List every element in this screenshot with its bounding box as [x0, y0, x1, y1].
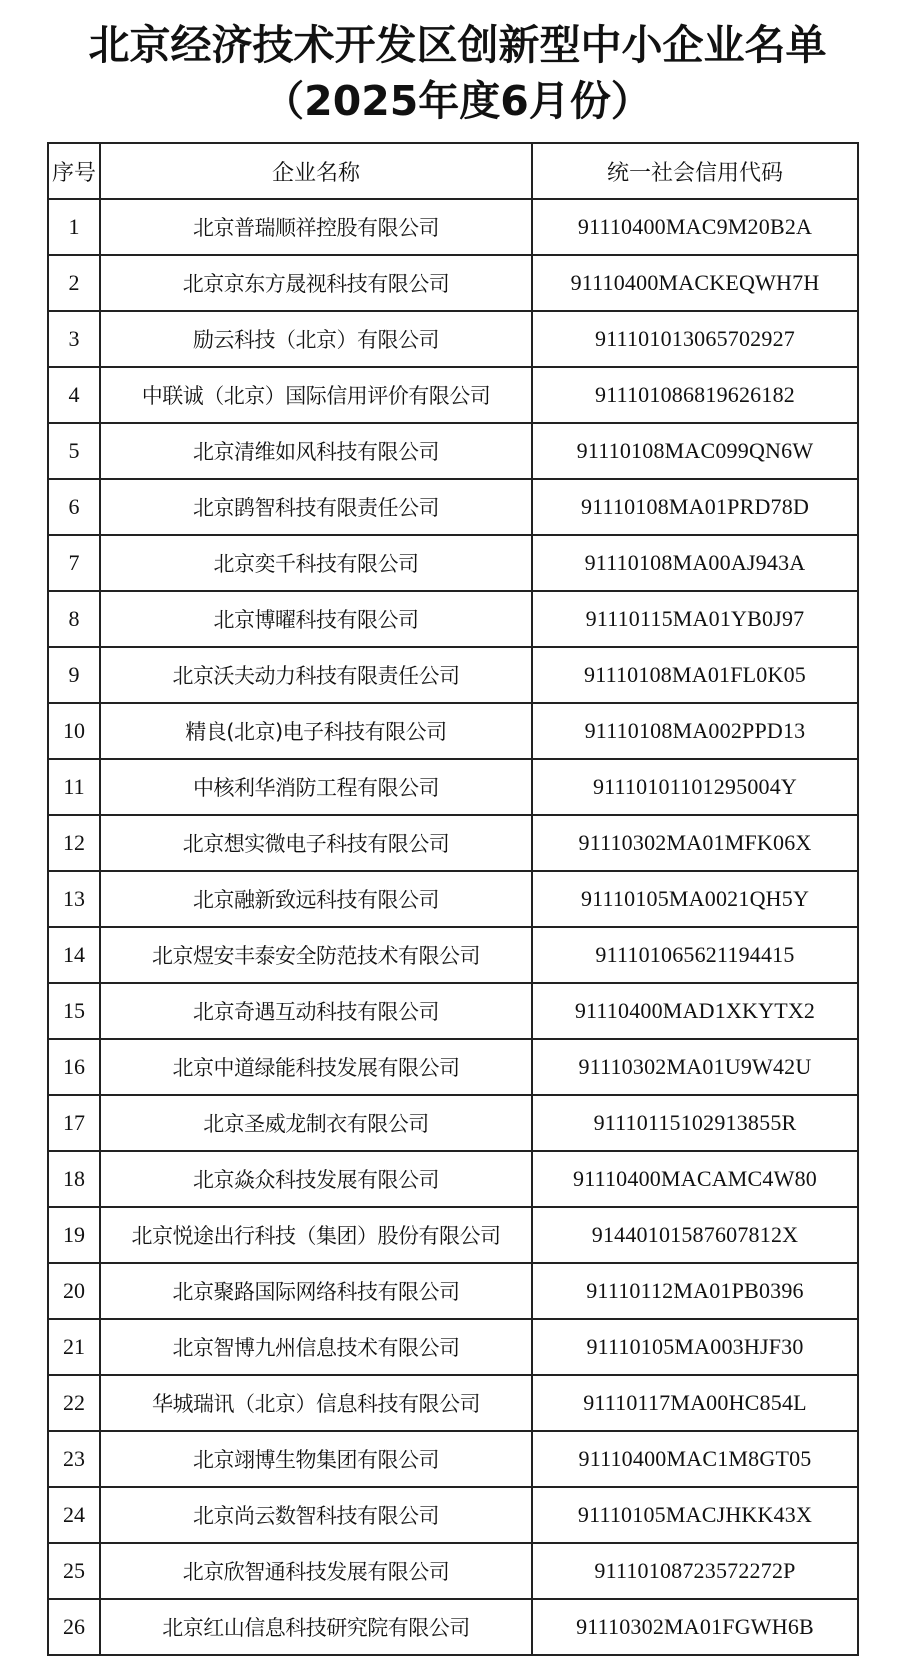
credit-code-cell: 91110302MA01U9W42U	[532, 1039, 858, 1095]
company-name-cell: 北京圣威龙制衣有限公司	[100, 1095, 532, 1151]
credit-code-cell: 91110108MA01PRD78D	[532, 479, 858, 535]
table-row	[48, 535, 858, 591]
credit-code-cell: 91110105MA0021QH5Y	[532, 871, 858, 927]
table-row	[48, 1599, 858, 1655]
credit-code-cell: 91110115102913855R	[532, 1095, 858, 1151]
credit-code-cell: 91110108MA002PPD13	[532, 703, 858, 759]
company-name-cell: 北京想实微电子科技有限公司	[100, 815, 532, 871]
serial-no-cell: 14	[48, 927, 100, 983]
company-name-cell: 北京焱众科技发展有限公司	[100, 1151, 532, 1207]
serial-no-cell: 9	[48, 647, 100, 703]
table-row	[48, 367, 858, 423]
credit-code-cell: 91110108723572272P	[532, 1543, 858, 1599]
header-credit-code: 统一社会信用代码	[532, 143, 858, 199]
document-title: 北京经济技术开发区创新型中小企业名单	[88, 21, 827, 69]
company-name-cell: 北京京东方晟视科技有限公司	[100, 255, 532, 311]
company-name-cell: 北京悦途出行科技（集团）股份有限公司	[100, 1207, 532, 1263]
serial-no-cell: 2	[48, 255, 100, 311]
serial-no-cell: 22	[48, 1375, 100, 1431]
serial-no-cell: 25	[48, 1543, 100, 1599]
company-name-cell: 北京博曜科技有限公司	[100, 591, 532, 647]
credit-code-cell: 91110302MA01FGWH6B	[532, 1599, 858, 1655]
company-name-cell: 北京沃夫动力科技有限责任公司	[100, 647, 532, 703]
table-row	[48, 591, 858, 647]
company-name-cell: 北京奕千科技有限公司	[100, 535, 532, 591]
serial-no-cell: 5	[48, 423, 100, 479]
table-row	[48, 1319, 858, 1375]
company-name-cell: 华城瑞讯（北京）信息科技有限公司	[100, 1375, 532, 1431]
table-row	[48, 1263, 858, 1319]
serial-no-cell: 13	[48, 871, 100, 927]
company-name-cell: 北京清维如风科技有限公司	[100, 423, 532, 479]
company-name-cell: 北京尚云数智科技有限公司	[100, 1487, 532, 1543]
company-name-cell: 北京翊博生物集团有限公司	[100, 1431, 532, 1487]
company-name-cell: 北京鹍智科技有限责任公司	[100, 479, 532, 535]
header-company-name: 企业名称	[100, 143, 532, 199]
table-row	[48, 1375, 858, 1431]
company-name-cell: 北京奇遇互动科技有限公司	[100, 983, 532, 1039]
serial-no-cell: 11	[48, 759, 100, 815]
serial-no-cell: 10	[48, 703, 100, 759]
credit-code-cell: 91110302MA01MFK06X	[532, 815, 858, 871]
company-name-cell: 精良(北京)电子科技有限公司	[100, 703, 532, 759]
table-row	[48, 927, 858, 983]
table-body	[48, 199, 858, 1655]
serial-no-cell: 19	[48, 1207, 100, 1263]
table-row	[48, 815, 858, 871]
credit-code-cell: 91110108MA01FL0K05	[532, 647, 858, 703]
company-name-cell: 中联诚（北京）国际信用评价有限公司	[100, 367, 532, 423]
table-row	[48, 479, 858, 535]
serial-no-cell: 8	[48, 591, 100, 647]
credit-code-cell: 91110105MACJHKK43X	[532, 1487, 858, 1543]
credit-code-cell: 91110101101295004Y	[532, 759, 858, 815]
serial-no-cell: 16	[48, 1039, 100, 1095]
serial-no-cell: 7	[48, 535, 100, 591]
credit-code-cell: 91110400MAC1M8GT05	[532, 1431, 858, 1487]
serial-no-cell: 4	[48, 367, 100, 423]
serial-no-cell: 18	[48, 1151, 100, 1207]
table-row	[48, 255, 858, 311]
company-name-cell: 北京煜安丰泰安全防范技术有限公司	[100, 927, 532, 983]
serial-no-cell: 3	[48, 311, 100, 367]
credit-code-cell: 91110400MACKEQWH7H	[532, 255, 858, 311]
table-row	[48, 759, 858, 815]
table-row	[48, 311, 858, 367]
company-name-cell: 北京红山信息科技研究院有限公司	[100, 1599, 532, 1655]
credit-code-cell: 91110105MA003HJF30	[532, 1319, 858, 1375]
credit-code-cell: 91110112MA01PB0396	[532, 1263, 858, 1319]
company-table	[47, 142, 859, 1656]
credit-code-cell: 91110108MA00AJ943A	[532, 535, 858, 591]
serial-no-cell: 26	[48, 1599, 100, 1655]
serial-no-cell: 20	[48, 1263, 100, 1319]
credit-code-cell: 91110115MA01YB0J97	[532, 591, 858, 647]
table-row	[48, 1151, 858, 1207]
company-name-cell: 北京中道绿能科技发展有限公司	[100, 1039, 532, 1095]
table-header-row	[48, 143, 858, 199]
table-row	[48, 1543, 858, 1599]
company-name-cell: 北京普瑞顺祥控股有限公司	[100, 199, 532, 255]
table-row	[48, 983, 858, 1039]
credit-code-cell: 91110400MAC9M20B2A	[532, 199, 858, 255]
table-row	[48, 1207, 858, 1263]
credit-code-cell: 91440101587607812X	[532, 1207, 858, 1263]
serial-no-cell: 1	[48, 199, 100, 255]
serial-no-cell: 12	[48, 815, 100, 871]
company-name-cell: 北京聚路国际网络科技有限公司	[100, 1263, 532, 1319]
table-row	[48, 647, 858, 703]
credit-code-cell: 91110400MAD1XKYTX2	[532, 983, 858, 1039]
credit-code-cell: 911101013065702927	[532, 311, 858, 367]
table-row	[48, 703, 858, 759]
serial-no-cell: 21	[48, 1319, 100, 1375]
table-row	[48, 1095, 858, 1151]
table-row	[48, 1431, 858, 1487]
document-subtitle: （2025年度6月份）	[263, 77, 652, 125]
company-name-cell: 励云科技（北京）有限公司	[100, 311, 532, 367]
company-name-cell: 北京欣智通科技发展有限公司	[100, 1543, 532, 1599]
table-row	[48, 1487, 858, 1543]
credit-code-cell: 911101086819626182	[532, 367, 858, 423]
company-name-cell: 北京智博九州信息技术有限公司	[100, 1319, 532, 1375]
table-row	[48, 423, 858, 479]
table-row	[48, 1039, 858, 1095]
table-row	[48, 199, 858, 255]
company-name-cell: 中核利华消防工程有限公司	[100, 759, 532, 815]
serial-no-cell: 15	[48, 983, 100, 1039]
company-name-cell: 北京融新致远科技有限公司	[100, 871, 532, 927]
header-serial-no: 序号	[48, 143, 100, 199]
serial-no-cell: 24	[48, 1487, 100, 1543]
serial-no-cell: 17	[48, 1095, 100, 1151]
credit-code-cell: 91110400MACAMC4W80	[532, 1151, 858, 1207]
serial-no-cell: 23	[48, 1431, 100, 1487]
credit-code-cell: 911101065621194415	[532, 927, 858, 983]
serial-no-cell: 6	[48, 479, 100, 535]
table-row	[48, 871, 858, 927]
credit-code-cell: 91110108MAC099QN6W	[532, 423, 858, 479]
credit-code-cell: 91110117MA00HC854L	[532, 1375, 858, 1431]
